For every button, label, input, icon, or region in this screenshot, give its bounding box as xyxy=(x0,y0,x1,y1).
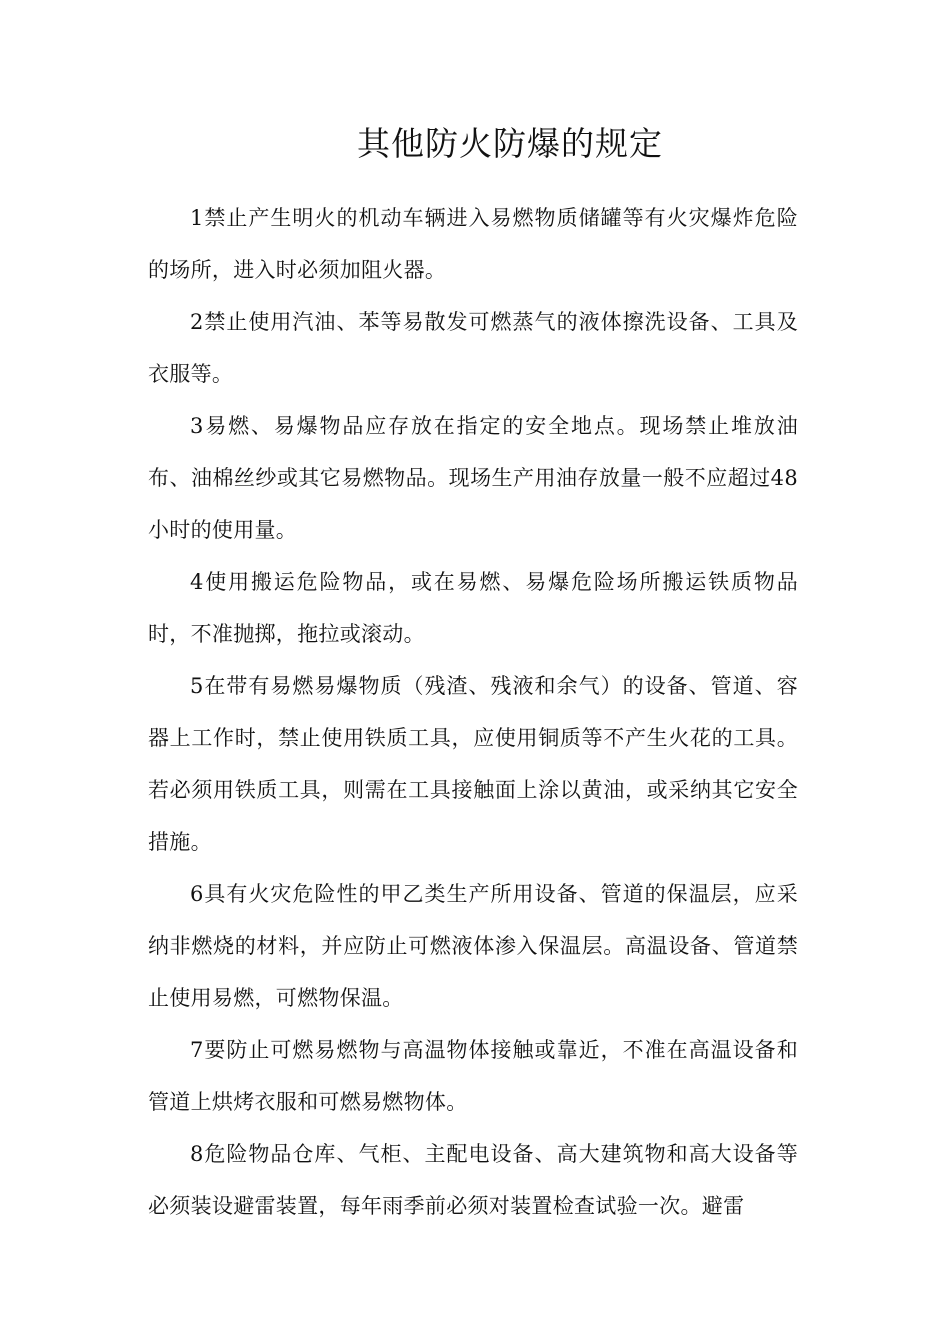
paragraph-6: 6具有火灾危险性的甲乙类生产所用设备、管道的保温层，应采纳非燃烧的材料，并应防止可燃液体渗入保温层。高温设备、管道禁止使用易燃，可燃物保温。 xyxy=(148,882,798,1010)
document-title: 其他防火防爆的规定 xyxy=(357,124,663,163)
paragraph-8: 8危险物品仓库、气柜、主配电设备、高大建筑物和高大设备等必须装设避雷装置，每年雨季前必须对装置检查试验一次。避雷 xyxy=(148,1142,798,1218)
paragraph-5: 5在带有易燃易爆物质（残渣、残液和余气）的设备、管道、容器上工作时，禁止使用铁质工具，应使用铜质等不产生火花的工具。若必须用铁质工具，则需在工具接触面上涂以黄油，或采纳其它安全措施。 xyxy=(148,674,798,854)
document-body xyxy=(148,192,798,1232)
paragraph-3: 3易燃、易爆物品应存放在指定的安全地点。现场禁止堆放油布、油棉丝纱或其它易燃物品。现场生产用油存放量一般不应超过48小时的使用量。 xyxy=(148,414,798,542)
paragraph-2: 2禁止使用汽油、苯等易散发可燃蒸气的液体擦洗设备、工具及衣服等。 xyxy=(148,310,798,386)
paragraph-1: 1禁止产生明火的机动车辆进入易燃物质储罐等有火灾爆炸危险的场所，进入时必须加阻火器。 xyxy=(148,206,798,282)
paragraph-4: 4使用搬运危险物品，或在易燃、易爆危险场所搬运铁质物品时，不准抛掷，拖拉或滚动。 xyxy=(148,570,798,646)
paragraph-7: 7要防止可燃易燃物与高温物体接触或靠近，不准在高温设备和管道上烘烤衣服和可燃易燃物体。 xyxy=(148,1038,798,1114)
